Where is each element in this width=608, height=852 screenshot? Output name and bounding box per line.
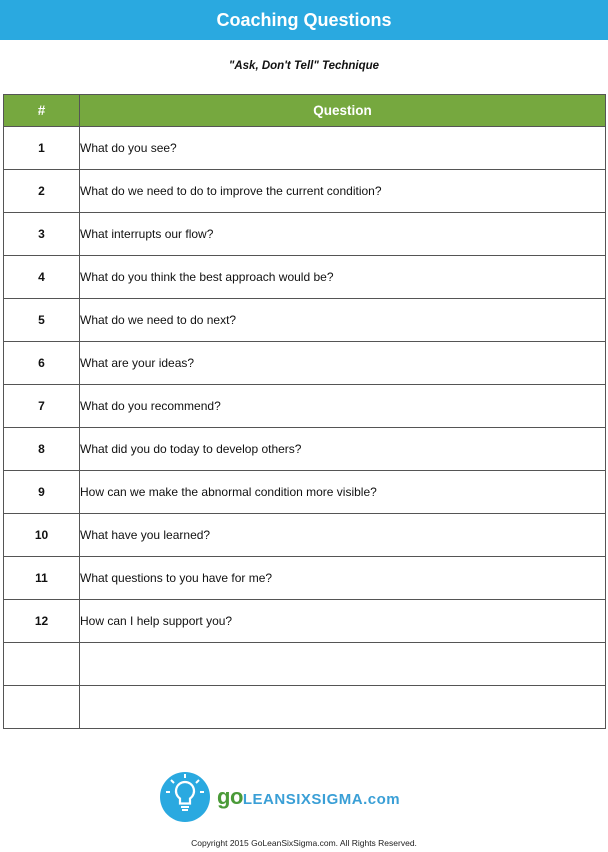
question-text: How can I help support you? [80,600,606,643]
table-row [4,600,606,643]
table-header-row [4,95,606,127]
table-row [4,385,606,428]
table-row [4,514,606,557]
logo [160,770,460,824]
question-text: What questions to you have for me? [80,557,606,600]
question-text: What are your ideas? [80,342,606,385]
question-text [80,643,606,686]
row-number: 2 [4,170,80,213]
row-number: 9 [4,471,80,514]
table-row [4,557,606,600]
question-text: What do we need to do next? [80,299,606,342]
question-text [80,686,606,729]
row-number: 12 [4,600,80,643]
row-number: 6 [4,342,80,385]
table-row [4,256,606,299]
table-row [4,299,606,342]
column-header-number: # [4,95,80,127]
table-row [4,213,606,256]
table-row [4,127,606,170]
copyright: Copyright 2015 GoLeanSixSigma.com. All Rights Reserved. [191,838,417,848]
row-number: 7 [4,385,80,428]
table-row [4,428,606,471]
question-text: What interrupts our flow? [80,213,606,256]
row-number: 10 [4,514,80,557]
logo-rest: LEANSIXSIGMA.com [242,791,401,808]
row-number: 5 [4,299,80,342]
questions-table [3,94,606,729]
column-header-question: Question [80,95,606,127]
row-number: 4 [4,256,80,299]
row-number: 3 [4,213,80,256]
row-number: 11 [4,557,80,600]
row-number [4,643,80,686]
question-text: What did you do today to develop others? [80,428,606,471]
table-row [4,643,606,686]
subtitle: "Ask, Don't Tell" Technique [228,60,380,72]
row-number: 8 [4,428,80,471]
question-text: What do we need to do to improve the current condition? [80,170,606,213]
title-bar [0,0,608,40]
question-text: What have you learned? [80,514,606,557]
question-text: What do you see? [80,127,606,170]
table-row [4,686,606,729]
table-row [4,342,606,385]
logo-prefix: go [217,784,243,809]
row-number [4,686,80,729]
table-row [4,471,606,514]
logo-wordmark [217,784,400,810]
question-text: How can we make the abnormal condition more visible? [80,471,606,514]
table-row [4,170,606,213]
row-number: 1 [4,127,80,170]
lightbulb-icon [160,770,210,824]
page-title: Coaching Questions [216,9,392,30]
question-text: What do you recommend? [80,385,606,428]
question-text: What do you think the best approach would be? [80,256,606,299]
